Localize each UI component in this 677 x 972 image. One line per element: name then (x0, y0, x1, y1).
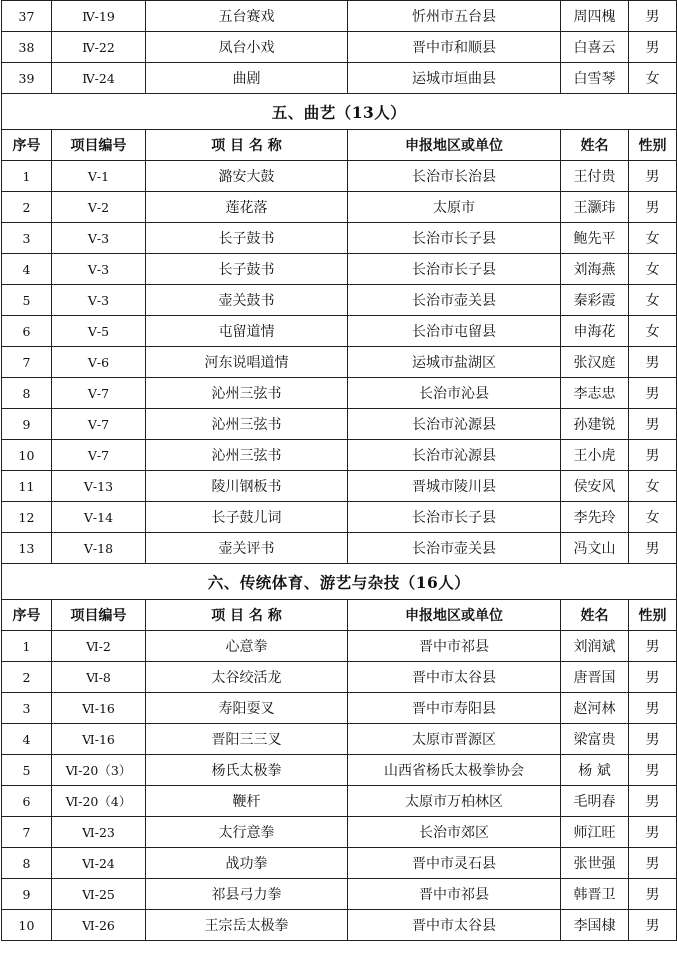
gender-cell: 男 (629, 817, 677, 848)
header-row (2, 600, 677, 631)
gender-cell: 男 (629, 440, 677, 471)
gender-cell: 女 (629, 63, 677, 94)
region-cell: 长治市沁县 (348, 378, 561, 409)
region-cell: 晋中市祁县 (348, 879, 561, 910)
gender-cell: 男 (629, 755, 677, 786)
serial-cell: 10 (2, 440, 52, 471)
serial-cell: 1 (2, 161, 52, 192)
gender-cell: 男 (629, 724, 677, 755)
region-cell: 山西省杨氏太极拳协会 (348, 755, 561, 786)
project-code-cell: Ⅴ-1 (52, 161, 146, 192)
gender-cell: 男 (629, 192, 677, 223)
table-row (2, 817, 677, 848)
gender-cell: 女 (629, 285, 677, 316)
table-row (2, 32, 677, 63)
table-row (2, 786, 677, 817)
gender-cell: 男 (629, 662, 677, 693)
gender-cell: 男 (629, 910, 677, 941)
table-row (2, 347, 677, 378)
inheritor-name-cell: 赵河林 (561, 693, 629, 724)
project-name-cell: 屯留道情 (146, 316, 348, 347)
gender-cell: 男 (629, 409, 677, 440)
project-code-cell: Ⅳ-24 (52, 63, 146, 94)
region-cell: 长治市长子县 (348, 223, 561, 254)
table-row (2, 161, 677, 192)
section-title: 六、传统体育、游艺与杂技（16人） (2, 564, 677, 600)
gender-cell: 男 (629, 161, 677, 192)
inheritor-name-cell: 唐晋国 (561, 662, 629, 693)
project-name-cell: 沁州三弦书 (146, 440, 348, 471)
project-name-cell: 壶关鼓书 (146, 285, 348, 316)
project-name-cell: 太谷绞活龙 (146, 662, 348, 693)
serial-cell: 5 (2, 755, 52, 786)
serial-cell: 4 (2, 254, 52, 285)
region-cell: 晋中市灵石县 (348, 848, 561, 879)
inheritor-name-cell: 孙建锐 (561, 409, 629, 440)
project-name-cell: 沁州三弦书 (146, 409, 348, 440)
gender-cell: 男 (629, 32, 677, 63)
project-code-cell: Ⅴ-3 (52, 285, 146, 316)
header-project-name: 项 目 名 称 (146, 600, 348, 631)
table-row (2, 192, 677, 223)
project-name-cell: 长子鼓书 (146, 254, 348, 285)
region-cell: 长治市沁源县 (348, 440, 561, 471)
table-row (2, 471, 677, 502)
inheritor-name-cell: 张世强 (561, 848, 629, 879)
project-code-cell: Ⅵ-20（3） (52, 755, 146, 786)
section-title-row (2, 94, 677, 130)
serial-cell: 13 (2, 533, 52, 564)
project-name-cell: 杨氏太极拳 (146, 755, 348, 786)
region-cell: 太原市万柏林区 (348, 786, 561, 817)
table-row (2, 285, 677, 316)
inheritor-name-cell: 王灏玮 (561, 192, 629, 223)
gender-cell: 男 (629, 347, 677, 378)
table-row (2, 1, 677, 32)
region-cell: 长治市长子县 (348, 502, 561, 533)
inheritor-name-cell: 梁富贵 (561, 724, 629, 755)
serial-cell: 37 (2, 1, 52, 32)
gender-cell: 男 (629, 1, 677, 32)
project-name-cell: 壶关评书 (146, 533, 348, 564)
region-cell: 长治市沁源县 (348, 409, 561, 440)
project-code-cell: Ⅵ-16 (52, 693, 146, 724)
header-project-name: 项 目 名 称 (146, 130, 348, 161)
region-cell: 太原市 (348, 192, 561, 223)
table-row (2, 724, 677, 755)
project-code-cell: Ⅵ-20（4） (52, 786, 146, 817)
serial-cell: 38 (2, 32, 52, 63)
header-region: 申报地区或单位 (348, 130, 561, 161)
region-cell: 长治市长治县 (348, 161, 561, 192)
serial-cell: 6 (2, 316, 52, 347)
project-name-cell: 战功拳 (146, 848, 348, 879)
serial-cell: 3 (2, 693, 52, 724)
inheritor-name-cell: 李国棣 (561, 910, 629, 941)
project-name-cell: 王宗岳太极拳 (146, 910, 348, 941)
region-cell: 长治市屯留县 (348, 316, 561, 347)
project-code-cell: Ⅴ-2 (52, 192, 146, 223)
project-name-cell: 心意拳 (146, 631, 348, 662)
gender-cell: 男 (629, 693, 677, 724)
project-code-cell: Ⅵ-24 (52, 848, 146, 879)
inheritor-name-cell: 张汉庭 (561, 347, 629, 378)
project-code-cell: Ⅴ-6 (52, 347, 146, 378)
project-name-cell: 河东说唱道情 (146, 347, 348, 378)
inheritor-name-cell: 鲍先平 (561, 223, 629, 254)
table-row (2, 662, 677, 693)
header-name: 姓名 (561, 130, 629, 161)
region-cell: 运城市盐湖区 (348, 347, 561, 378)
serial-cell: 7 (2, 347, 52, 378)
gender-cell: 男 (629, 848, 677, 879)
project-code-cell: Ⅴ-7 (52, 409, 146, 440)
gender-cell: 女 (629, 471, 677, 502)
region-cell: 晋城市陵川县 (348, 471, 561, 502)
gender-cell: 男 (629, 631, 677, 662)
table-row (2, 223, 677, 254)
inheritor-name-cell: 秦彩霞 (561, 285, 629, 316)
inheritor-name-cell: 王小虎 (561, 440, 629, 471)
region-cell: 晋中市太谷县 (348, 910, 561, 941)
project-name-cell: 鞭杆 (146, 786, 348, 817)
project-code-cell: Ⅵ-25 (52, 879, 146, 910)
table-row (2, 63, 677, 94)
section-title: 五、曲艺（13人） (2, 94, 677, 130)
region-cell: 晋中市祁县 (348, 631, 561, 662)
table-row (2, 879, 677, 910)
header-row (2, 130, 677, 161)
inheritor-name-cell: 刘润斌 (561, 631, 629, 662)
inheritor-name-cell: 白喜云 (561, 32, 629, 63)
project-name-cell: 陵川钢板书 (146, 471, 348, 502)
project-name-cell: 祁县弓力拳 (146, 879, 348, 910)
section-title-row (2, 564, 677, 600)
table-row (2, 502, 677, 533)
serial-cell: 8 (2, 378, 52, 409)
inheritor-name-cell: 王付贵 (561, 161, 629, 192)
header-project-code: 项目编号 (52, 600, 146, 631)
region-cell: 长治市壶关县 (348, 285, 561, 316)
project-code-cell: Ⅵ-23 (52, 817, 146, 848)
serial-cell: 3 (2, 223, 52, 254)
project-code-cell: Ⅳ-22 (52, 32, 146, 63)
region-cell: 晋中市太谷县 (348, 662, 561, 693)
gender-cell: 女 (629, 223, 677, 254)
header-project-code: 项目编号 (52, 130, 146, 161)
inheritor-name-cell: 韩晋卫 (561, 879, 629, 910)
project-name-cell: 长子鼓书 (146, 223, 348, 254)
header-region: 申报地区或单位 (348, 600, 561, 631)
inheritor-name-cell: 师江旺 (561, 817, 629, 848)
table-row (2, 848, 677, 879)
table-row (2, 693, 677, 724)
project-code-cell: Ⅴ-18 (52, 533, 146, 564)
serial-cell: 7 (2, 817, 52, 848)
gender-cell: 女 (629, 502, 677, 533)
inheritor-name-cell: 申海花 (561, 316, 629, 347)
serial-cell: 10 (2, 910, 52, 941)
serial-cell: 11 (2, 471, 52, 502)
project-code-cell: Ⅴ-14 (52, 502, 146, 533)
region-cell: 晋中市寿阳县 (348, 693, 561, 724)
region-cell: 长治市郊区 (348, 817, 561, 848)
project-name-cell: 莲花落 (146, 192, 348, 223)
table-row (2, 631, 677, 662)
region-cell: 长治市长子县 (348, 254, 561, 285)
inheritor-name-cell: 李先玲 (561, 502, 629, 533)
project-code-cell: Ⅴ-5 (52, 316, 146, 347)
header-serial: 序号 (2, 600, 52, 631)
table-body (2, 1, 677, 941)
header-gender: 性别 (629, 130, 677, 161)
gender-cell: 女 (629, 316, 677, 347)
gender-cell: 男 (629, 533, 677, 564)
project-code-cell: Ⅴ-7 (52, 378, 146, 409)
serial-cell: 1 (2, 631, 52, 662)
serial-cell: 9 (2, 409, 52, 440)
serial-cell: 4 (2, 724, 52, 755)
inheritor-name-cell: 冯文山 (561, 533, 629, 564)
region-cell: 太原市晋源区 (348, 724, 561, 755)
inheritor-name-cell: 杨 斌 (561, 755, 629, 786)
inheritor-name-cell: 周四槐 (561, 1, 629, 32)
table-row (2, 533, 677, 564)
header-gender: 性别 (629, 600, 677, 631)
inheritor-name-cell: 刘海燕 (561, 254, 629, 285)
serial-cell: 9 (2, 879, 52, 910)
table-row (2, 378, 677, 409)
project-code-cell: Ⅴ-13 (52, 471, 146, 502)
region-cell: 长治市壶关县 (348, 533, 561, 564)
project-code-cell: Ⅵ-8 (52, 662, 146, 693)
project-code-cell: Ⅳ-19 (52, 1, 146, 32)
project-name-cell: 五台赛戏 (146, 1, 348, 32)
serial-cell: 2 (2, 662, 52, 693)
serial-cell: 5 (2, 285, 52, 316)
region-cell: 晋中市和顺县 (348, 32, 561, 63)
gender-cell: 男 (629, 786, 677, 817)
gender-cell: 男 (629, 378, 677, 409)
project-name-cell: 沁州三弦书 (146, 378, 348, 409)
table-row (2, 316, 677, 347)
project-code-cell: Ⅴ-3 (52, 223, 146, 254)
region-cell: 运城市垣曲县 (348, 63, 561, 94)
table-row (2, 755, 677, 786)
project-name-cell: 寿阳耍叉 (146, 693, 348, 724)
inheritor-name-cell: 毛明春 (561, 786, 629, 817)
project-name-cell: 潞安大鼓 (146, 161, 348, 192)
project-name-cell: 凤台小戏 (146, 32, 348, 63)
project-code-cell: Ⅵ-26 (52, 910, 146, 941)
project-name-cell: 晋阳三三叉 (146, 724, 348, 755)
serial-cell: 39 (2, 63, 52, 94)
project-code-cell: Ⅵ-2 (52, 631, 146, 662)
serial-cell: 8 (2, 848, 52, 879)
heritage-inheritors-table (1, 0, 677, 941)
inheritor-name-cell: 李志忠 (561, 378, 629, 409)
region-cell: 忻州市五台县 (348, 1, 561, 32)
table-row (2, 910, 677, 941)
project-code-cell: Ⅴ-3 (52, 254, 146, 285)
table-row (2, 254, 677, 285)
project-name-cell: 太行意拳 (146, 817, 348, 848)
inheritor-name-cell: 白雪琴 (561, 63, 629, 94)
project-name-cell: 长子鼓儿词 (146, 502, 348, 533)
table-row (2, 440, 677, 471)
serial-cell: 6 (2, 786, 52, 817)
project-code-cell: Ⅵ-16 (52, 724, 146, 755)
inheritor-name-cell: 侯安风 (561, 471, 629, 502)
gender-cell: 男 (629, 879, 677, 910)
project-code-cell: Ⅴ-7 (52, 440, 146, 471)
project-name-cell: 曲剧 (146, 63, 348, 94)
table-row (2, 409, 677, 440)
header-name: 姓名 (561, 600, 629, 631)
gender-cell: 女 (629, 254, 677, 285)
header-serial: 序号 (2, 130, 52, 161)
serial-cell: 2 (2, 192, 52, 223)
serial-cell: 12 (2, 502, 52, 533)
